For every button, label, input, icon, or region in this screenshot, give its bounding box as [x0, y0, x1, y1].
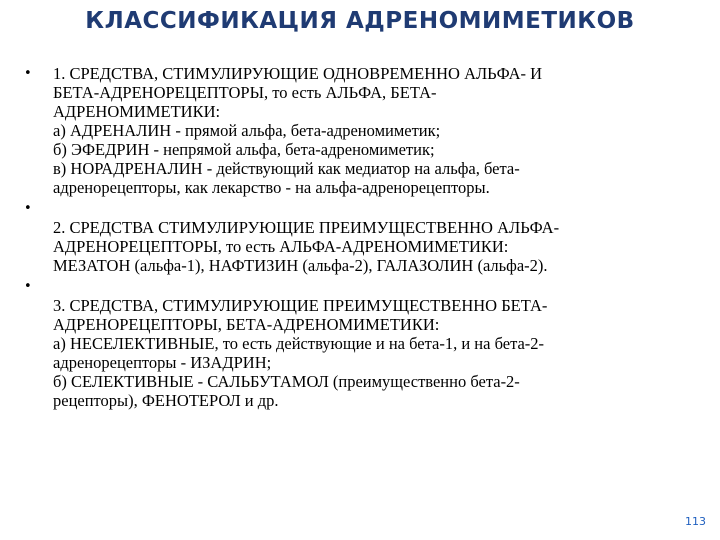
item-line: АДРЕНОМИМЕТИКИ:	[53, 102, 221, 121]
list-item-1	[24, 64, 694, 197]
item-line: адренорецепторы, как лекарство - на альфа-адренорецепторы.	[53, 178, 490, 197]
item-line: рецепторы), ФЕНОТЕРОЛ и др.	[53, 391, 279, 410]
bullet-list	[24, 64, 694, 410]
list-item-2	[24, 199, 694, 275]
item-line: БЕТА-АДРЕНОРЕЦЕПТОРЫ, то есть АЛЬФА, БЕТА-	[53, 83, 437, 102]
item-line: 1. СРЕДСТВА, СТИМУЛИРУЮЩИЕ ОДНОВРЕМЕННО АЛЬФА- И	[53, 64, 543, 83]
item-line: б) ЭФЕДРИН - непрямой альфа, бета-адреномиметик;	[53, 140, 435, 159]
item-line: АДРЕНОРЕЦЕПТОРЫ, то есть АЛЬФА-АДРЕНОМИМЕТИКИ:	[53, 237, 509, 256]
item-line: б) СЕЛЕКТИВНЫЕ - САЛЬБУТАМОЛ (преимущественно бета-2-	[53, 372, 520, 391]
item-line	[53, 277, 694, 296]
item-line: 2. СРЕДСТВА СТИМУЛИРУЮЩИЕ ПРЕИМУЩЕСТВЕННО АЛЬФА-	[53, 218, 560, 237]
item-line: адренорецепторы - ИЗАДРИН;	[53, 353, 272, 372]
bullet-icon: •	[24, 66, 32, 81]
bullet-icon: •	[24, 201, 32, 216]
page-number: 113	[685, 515, 706, 528]
list-item-3	[24, 277, 694, 410]
bullet-icon: •	[24, 279, 32, 294]
item-line: МЕЗАТОН (альфа-1), НАФТИЗИН (альфа-2), ГАЛАЗОЛИН (альфа-2).	[53, 256, 548, 275]
item-line: а) АДРЕНАЛИН - прямой альфа, бета-адреномиметик;	[53, 121, 441, 140]
item-line: 3. СРЕДСТВА, СТИМУЛИРУЮЩИЕ ПРЕИМУЩЕСТВЕННО БЕТА-	[53, 296, 548, 315]
item-line: АДРЕНОРЕЦЕПТОРЫ, БЕТА-АДРЕНОМИМЕТИКИ:	[53, 315, 440, 334]
item-line: в) НОРАДРЕНАЛИН - действующий как медиатор на альфа, бета-	[53, 159, 520, 178]
item-line	[53, 199, 694, 218]
item-line: а) НЕСЕЛЕКТИВНЫЕ, то есть действующие и на бета-1, и на бета-2-	[53, 334, 545, 353]
slide-title: КЛАССИФИКАЦИЯ АДРЕНОМИМЕТИКОВ	[85, 8, 635, 34]
